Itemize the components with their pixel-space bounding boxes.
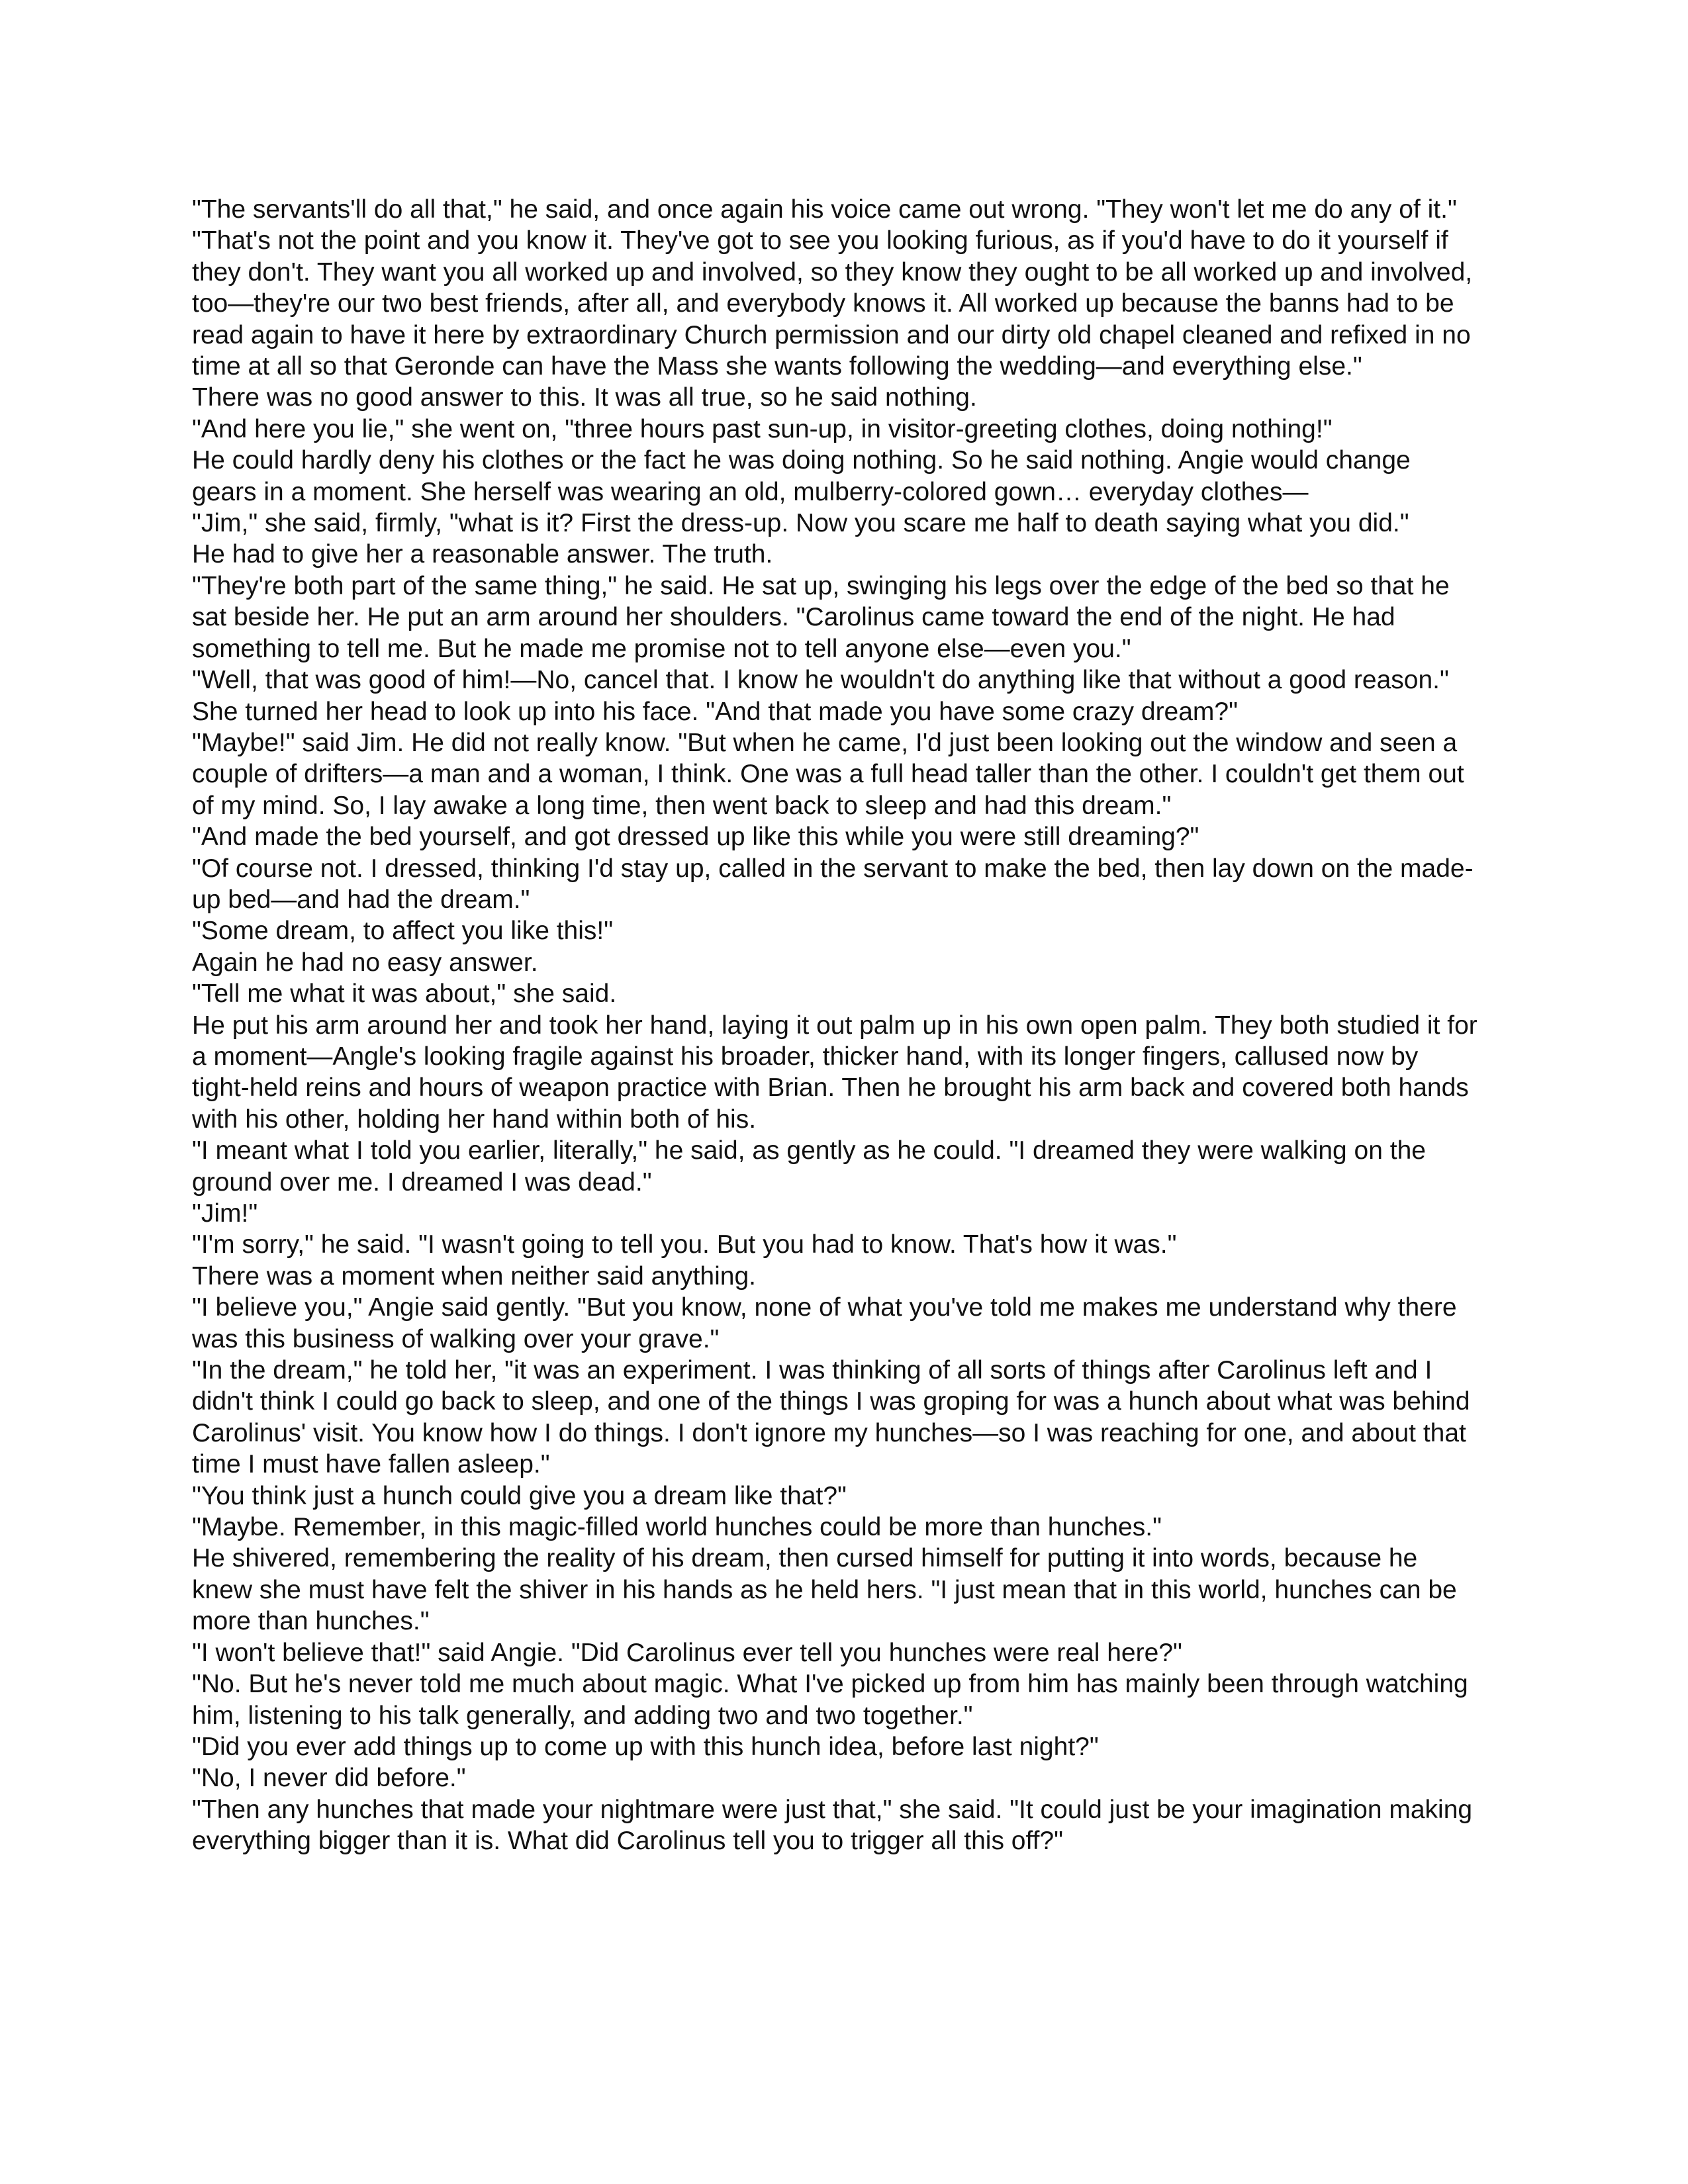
paragraph: "Jim," she said, firmly, "what is it? First the dress-up. Now you scare me half to death saying what you did." <box>192 509 1409 538</box>
paragraph: "No, I never did before." <box>192 1764 466 1793</box>
paragraph: "And here you lie," she went on, "three hours past sun-up, in visitor-greeting clothes, doing nothing!" <box>192 414 1333 443</box>
paragraph: "I won't believe that!" said Angie. "Did Carolinus ever tell you hunches were real here?" <box>192 1638 1182 1667</box>
paragraph: "They're both part of the same thing," he said. He sat up, swinging his legs over the edge of the bed so that he sat beside her. He put an arm around her shoulders. "Carolinus came toward the end of the night. He had something to tell me. But he made me promise not to tell anyone else—even you." <box>192 571 1450 663</box>
document-page <box>192 194 1479 1857</box>
paragraph: He put his arm around her and took her hand, laying it out palm up in his own open palm. They both studied it for a moment—Angle's looking fragile against his broader, thicker hand, with its longer fingers, callused now by tight-held reins and hours of weapon practice with Brian. Then he brought his arm back and covered both hands with his other, holding her hand within both of his. <box>192 1011 1477 1134</box>
paragraph: "Some dream, to affect you like this!" <box>192 917 614 946</box>
paragraph: "Jim!" <box>192 1199 258 1228</box>
paragraph: "That's not the point and you know it. They've got to see you looking furious, as if you'd have to do it yourself if they don't. They want you all worked up and involved, so they know they ought to be all worked up and involved, too—they're our two best friends, after all, and everybody knows it. All worked up because the banns had to be read again to have it here by extraordinary Church permission and our dirty old chapel cleaned and refixed in no time at all so that Geronde can have the Mass she wants following the wedding—and everything else." <box>192 226 1473 381</box>
paragraph: "I believe you," Angie said gently. "But you know, none of what you've told me makes me understand why there was this business of walking over your grave." <box>192 1293 1457 1353</box>
paragraph: He shivered, remembering the reality of his dream, then cursed himself for putting it into words, because he knew she must have felt the shiver in his hands as he held hers. "I just mean that in this world, hunches can be more than hunches." <box>192 1544 1457 1636</box>
paragraph: "Did you ever add things up to come up with this hunch idea, before last night?" <box>192 1732 1099 1761</box>
paragraph: "I'm sorry," he said. "I wasn't going to tell you. But you had to know. That's how it was." <box>192 1230 1177 1259</box>
paragraph: "Well, that was good of him!—No, cancel that. I know he wouldn't do anything like that without a good reason." She turned her head to look up into his face. "And that made you have some crazy dream?" <box>192 666 1449 726</box>
paragraph: He could hardly deny his clothes or the fact he was doing nothing. So he said nothing. Angie would change gears in a moment. She herself was wearing an old, mulberry-colored gown… everyday clothes— <box>192 446 1411 506</box>
paragraph: "No. But he's never told me much about magic. What I've picked up from him has mainly been through watching him, listening to his talk generally, and adding two and two together." <box>192 1670 1468 1730</box>
paragraph: There was no good answer to this. It was all true, so he said nothing. <box>192 383 977 412</box>
paragraph: "Maybe!" said Jim. He did not really know. "But when he came, I'd just been looking out the window and seen a couple of drifters—a man and a woman, I think. One was a full head taller than the other. I couldn't get them out of my mind. So, I lay awake a long time, then went back to sleep and had this dream." <box>192 728 1464 820</box>
paragraph: "Tell me what it was about," she said. <box>192 979 617 1009</box>
paragraph: "In the dream," he told her, "it was an experiment. I was thinking of all sorts of things after Carolinus left and I didn't think I could go back to sleep, and one of the things I was groping for was a hunch about what was behind Carolinus' visit. You know how I do things. I don't ignore my hunches—so I was reaching for one, and about that time I must have fallen asleep." <box>192 1356 1470 1479</box>
paragraph: "You think just a hunch could give you a dream like that?" <box>192 1481 847 1510</box>
paragraph: "Maybe. Remember, in this magic-filled world hunches could be more than hunches." <box>192 1513 1162 1542</box>
paragraph: There was a moment when neither said anything. <box>192 1261 756 1291</box>
paragraph: "The servants'll do all that," he said, and once again his voice came out wrong. "They won't let me do any of it." <box>192 195 1457 224</box>
paragraph: "I meant what I told you earlier, literally," he said, as gently as he could. "I dreamed they were walking on the ground over me. I dreamed I was dead." <box>192 1136 1426 1197</box>
paragraph: Again he had no easy answer. <box>192 948 538 977</box>
paragraph: "Then any hunches that made your nightmare were just that," she said. "It could just be your imagination making everything bigger than it is. What did Carolinus tell you to trigger all this off?" <box>192 1795 1473 1856</box>
paragraph: "And made the bed yourself, and got dressed up like this while you were still dreaming?" <box>192 823 1199 852</box>
paragraph: "Of course not. I dressed, thinking I'd stay up, called in the servant to make the bed, then lay down on the made-up bed—and had the dream." <box>192 854 1474 914</box>
paragraph: He had to give her a reasonable answer. The truth. <box>192 540 773 569</box>
